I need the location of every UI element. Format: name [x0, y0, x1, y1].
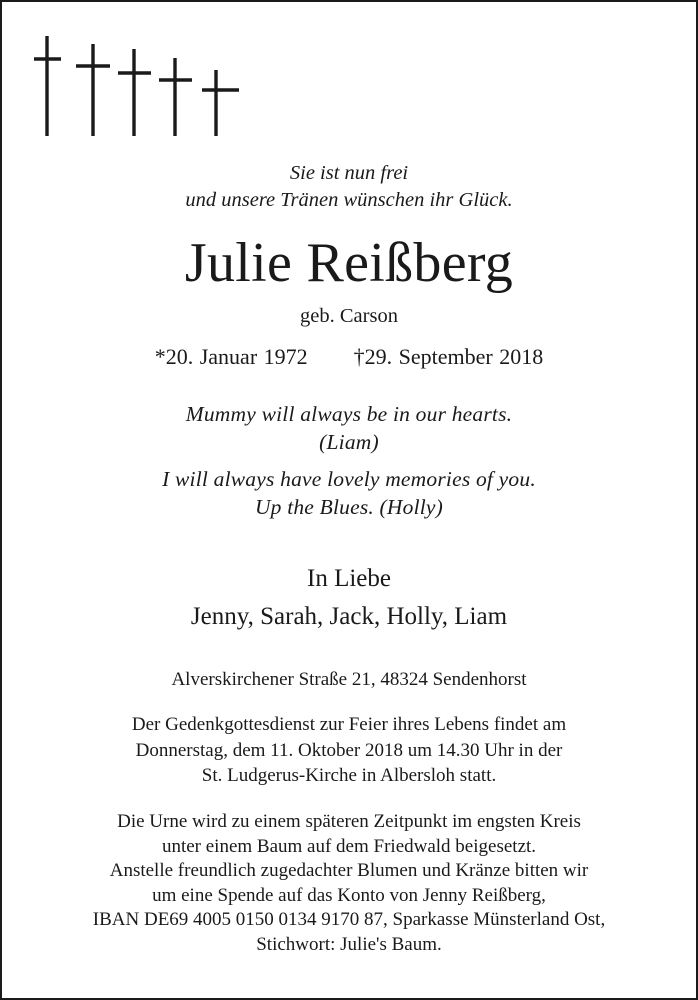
- motto-line: und unsere Tränen wünschen ihr Glück.: [185, 189, 513, 211]
- memorial-service-info: [2, 712, 696, 789]
- cross-icon: [118, 49, 151, 136]
- cross-icon: [202, 70, 239, 136]
- deceased-name: Julie Reißberg: [184, 232, 514, 294]
- urn-line: unter einem Baum auf dem Friedwald beigesetzt.: [161, 835, 537, 857]
- mourners-intro: In Liebe: [307, 565, 391, 592]
- keyword-line: Stichwort: Julie's Baum.: [256, 933, 442, 955]
- motto-line: Sie ist nun frei: [289, 162, 409, 184]
- quote-holly: [2, 465, 696, 521]
- cross-icon: [34, 36, 61, 136]
- death-date: †29. September 2018: [353, 344, 544, 369]
- service-line: Der Gedenkgottesdienst zur Feier ihres Lebens findet am: [131, 714, 567, 735]
- birth-date: *20. Januar 1972: [154, 344, 308, 369]
- donation-line: Anstelle freundlich zugedachter Blumen und Kränze bitten wir: [109, 860, 589, 881]
- quote-text: I will always have lovely memories of you.: [162, 467, 536, 491]
- life-dates: [2, 342, 696, 372]
- quote-author: Up the Blues. (Holly): [254, 495, 444, 519]
- quote-text: Mummy will always be in our hearts.: [185, 402, 513, 426]
- maiden-name: geb. Carson: [300, 305, 398, 327]
- service-line: Donnerstag, dem 11. Oktober 2018 um 14.30 Uhr in der: [135, 739, 563, 761]
- address: Alverskirchener Straße 21, 48324 Sendenhorst: [171, 669, 527, 690]
- quote-author: (Liam): [319, 430, 379, 454]
- urn-donation-info: [2, 810, 696, 957]
- cross-icon: [76, 44, 110, 136]
- quote-liam: [2, 400, 696, 456]
- motto: [2, 160, 696, 214]
- cross-icon: [159, 58, 192, 136]
- crosses-group: [34, 36, 244, 140]
- donation-line: um eine Spende auf das Konto von Jenny Reißberg,: [152, 884, 546, 906]
- iban-line: IBAN DE69 4005 0150 0134 9170 87, Sparkasse Münsterland Ost,: [92, 909, 606, 930]
- service-line: St. Ludgerus-Kirche in Albersloh statt.: [201, 765, 497, 786]
- mourners-names: Jenny, Sarah, Jack, Holly, Liam: [190, 603, 508, 630]
- urn-line: Die Urne wird zu einem späteren Zeitpunkt im engsten Kreis: [117, 811, 581, 832]
